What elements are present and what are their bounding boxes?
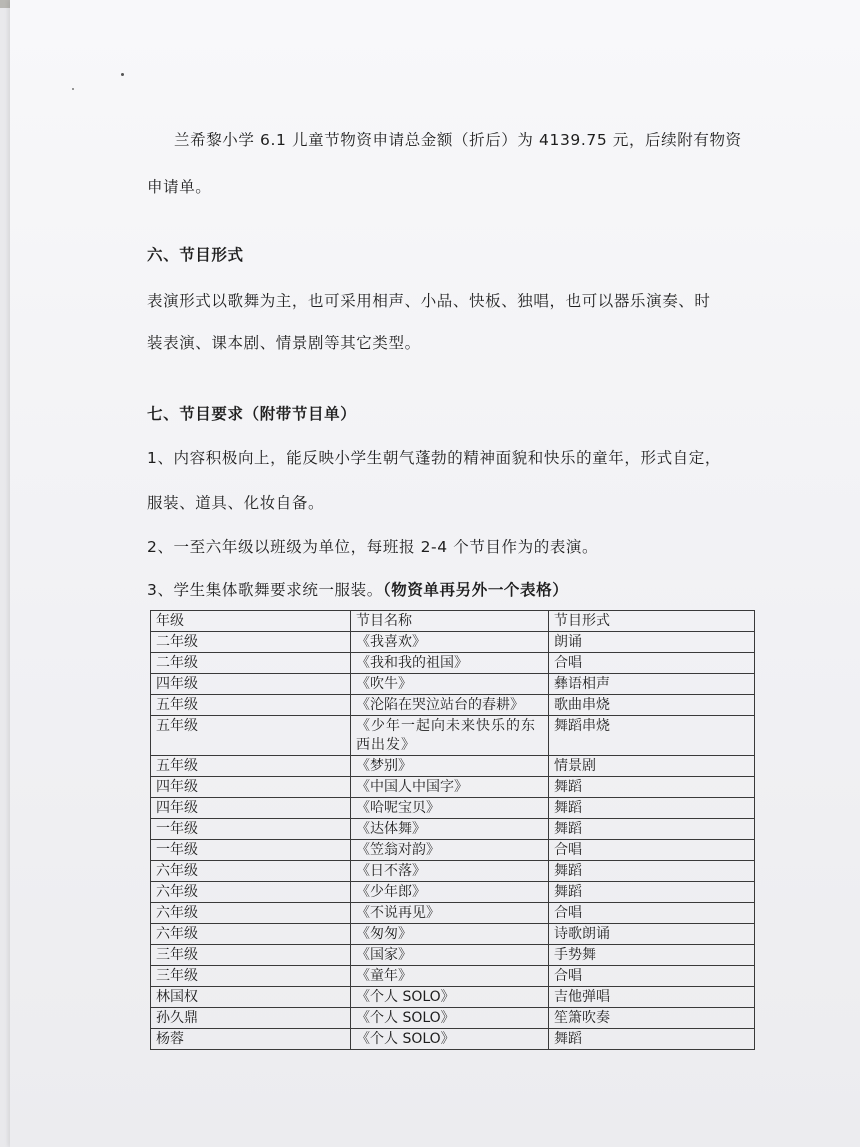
cell-program-form: 合唱 xyxy=(549,653,755,674)
cell-program-name: 《沦陷在哭泣站台的春耕》 xyxy=(351,695,549,716)
table-row xyxy=(151,987,755,1008)
cell-grade: 五年级 xyxy=(151,695,351,716)
cell-grade: 四年级 xyxy=(151,798,351,819)
table-row xyxy=(151,674,755,695)
cell-program-name: 《梦别》 xyxy=(351,756,549,777)
cell-program-form: 舞蹈 xyxy=(549,777,755,798)
ink-speck xyxy=(121,73,124,76)
table-row xyxy=(151,1008,755,1029)
cell-program-form: 诗歌朗诵 xyxy=(549,924,755,945)
cell-grade: 二年级 xyxy=(151,632,351,653)
cell-program-form: 笙箫吹奏 xyxy=(549,1008,755,1029)
table-row xyxy=(151,819,755,840)
cell-program-name: 《匆匆》 xyxy=(351,924,549,945)
cell-grade: 五年级 xyxy=(151,756,351,777)
cell-program-name: 《达体舞》 xyxy=(351,819,549,840)
table-row xyxy=(151,632,755,653)
cell-grade: 三年级 xyxy=(151,966,351,987)
cell-grade: 一年级 xyxy=(151,840,351,861)
program-table xyxy=(150,610,755,1050)
table-row xyxy=(151,1029,755,1050)
table-row xyxy=(151,798,755,819)
cell-program-name: 《个人 SOLO》 xyxy=(351,1029,549,1050)
requirement-1-line-1: 1、内容积极向上，能反映小学生朝气蓬勃的精神面貌和快乐的童年，形式自定， xyxy=(147,449,721,467)
cell-grade: 六年级 xyxy=(151,882,351,903)
cell-program-form: 舞蹈 xyxy=(549,1029,755,1050)
cell-program-name: 《少年一起向未来快乐的东西出发》 xyxy=(351,716,549,756)
cell-grade: 六年级 xyxy=(151,924,351,945)
cell-program-form: 合唱 xyxy=(549,840,755,861)
cell-grade: 一年级 xyxy=(151,819,351,840)
document-page xyxy=(10,0,860,1147)
cell-grade: 六年级 xyxy=(151,861,351,882)
cell-program-form: 朗诵 xyxy=(549,632,755,653)
header-grade: 年级 xyxy=(151,611,351,632)
header-program-name: 节目名称 xyxy=(351,611,549,632)
table-row xyxy=(151,882,755,903)
cell-program-name: 《中国人中国字》 xyxy=(351,777,549,798)
cell-program-name: 《吹牛》 xyxy=(351,674,549,695)
cell-program-name: 《不说再见》 xyxy=(351,903,549,924)
table-row xyxy=(151,861,755,882)
cell-program-name: 《少年郎》 xyxy=(351,882,549,903)
cell-program-form: 舞蹈 xyxy=(549,882,755,903)
intro-line-2: 申请单。 xyxy=(147,178,212,196)
section-6-title: 六、节目形式 xyxy=(147,246,244,264)
cell-program-form: 合唱 xyxy=(549,903,755,924)
cell-grade: 三年级 xyxy=(151,945,351,966)
cell-grade: 四年级 xyxy=(151,777,351,798)
cell-grade: 五年级 xyxy=(151,716,351,756)
cell-program-form: 吉他弹唱 xyxy=(549,987,755,1008)
table-row xyxy=(151,653,755,674)
table-row xyxy=(151,756,755,777)
cell-grade: 二年级 xyxy=(151,653,351,674)
requirement-3-note: （物资单再另外一个表格） xyxy=(382,581,569,599)
intro-line-1: 兰希黎小学 6.1 儿童节物资申请总金额（折后）为 4139.75 元，后续附有物资 xyxy=(174,131,742,149)
cell-grade: 六年级 xyxy=(151,903,351,924)
cell-program-form: 舞蹈串烧 xyxy=(549,716,755,756)
cell-program-form: 情景剧 xyxy=(549,756,755,777)
requirement-3-text: 3、学生集体歌舞要求统一服装。 xyxy=(147,581,383,599)
cell-program-name: 《国家》 xyxy=(351,945,549,966)
table-header-row xyxy=(151,611,755,632)
requirement-3 xyxy=(147,578,568,600)
cell-program-form: 舞蹈 xyxy=(549,798,755,819)
header-program-form: 节目形式 xyxy=(549,611,755,632)
cell-grade: 孙久鼎 xyxy=(151,1008,351,1029)
cell-program-form: 舞蹈 xyxy=(549,861,755,882)
section-7-title: 七、节目要求（附带节目单） xyxy=(147,405,357,423)
table-row xyxy=(151,777,755,798)
cell-program-name: 《哈呢宝贝》 xyxy=(351,798,549,819)
cell-program-name: 《我喜欢》 xyxy=(351,632,549,653)
section-6-line-1: 表演形式以歌舞为主，也可采用相声、小品、快板、独唱，也可以器乐演奏、时 xyxy=(147,292,711,310)
cell-program-name: 《笠翁对韵》 xyxy=(351,840,549,861)
table-row xyxy=(151,966,755,987)
table-row xyxy=(151,695,755,716)
table-row xyxy=(151,945,755,966)
cell-program-name: 《日不落》 xyxy=(351,861,549,882)
cell-program-form: 手势舞 xyxy=(549,945,755,966)
cell-program-name: 《童年》 xyxy=(351,966,549,987)
cell-program-form: 彝语相声 xyxy=(549,674,755,695)
table-row xyxy=(151,924,755,945)
cell-program-name: 《我和我的祖国》 xyxy=(351,653,549,674)
table-row xyxy=(151,903,755,924)
table-row xyxy=(151,840,755,861)
cell-program-form: 合唱 xyxy=(549,966,755,987)
cell-program-form: 舞蹈 xyxy=(549,819,755,840)
cell-program-form: 歌曲串烧 xyxy=(549,695,755,716)
cell-grade: 林国权 xyxy=(151,987,351,1008)
cell-program-name: 《个人 SOLO》 xyxy=(351,1008,549,1029)
cell-grade: 四年级 xyxy=(151,674,351,695)
requirement-1-line-2: 服装、道具、化妆自备。 xyxy=(147,494,325,512)
table-row xyxy=(151,716,755,756)
cell-grade: 杨蓉 xyxy=(151,1029,351,1050)
requirement-2: 2、一至六年级以班级为单位，每班报 2-4 个节目作为的表演。 xyxy=(147,538,599,556)
section-6-line-2: 装表演、课本剧、情景剧等其它类型。 xyxy=(147,334,421,352)
cell-program-name: 《个人 SOLO》 xyxy=(351,987,549,1008)
ink-speck xyxy=(72,88,74,90)
